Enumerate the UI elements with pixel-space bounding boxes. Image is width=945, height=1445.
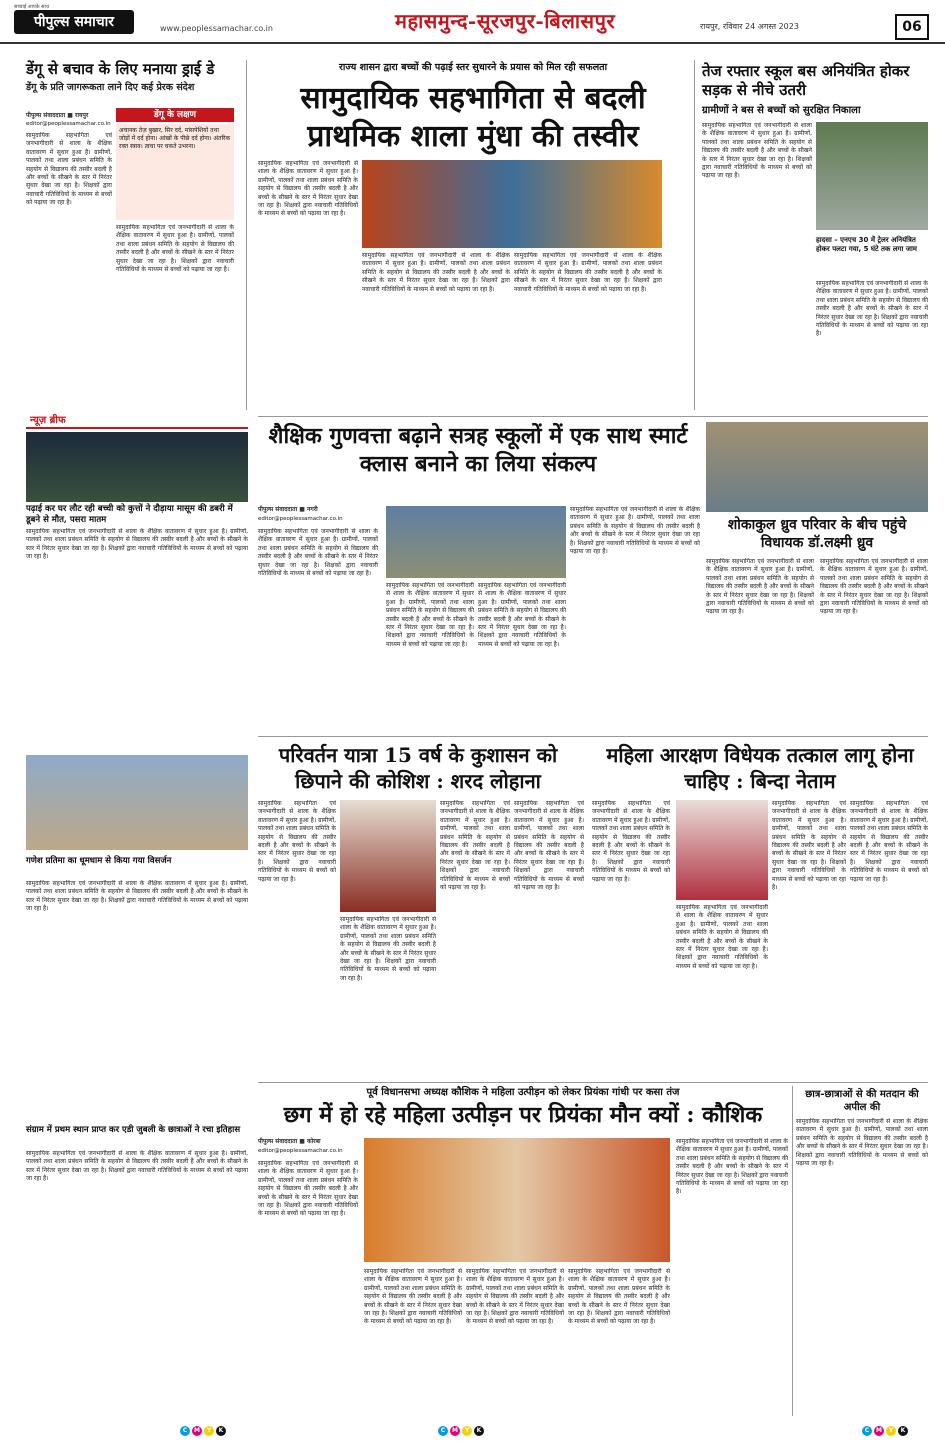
section-divider [258, 736, 928, 737]
smartclass-headline: शैक्षिक गुणवत्ता बढ़ाने सत्रह स्कूलों में एक साथ स्मार्ट क्लास बनाने का लिया संकल्प [268, 423, 688, 477]
dengue-email: editor@peoplessamachar.co.in [26, 121, 111, 127]
region-title: महासमुन्द-सूरजपुर-बिलासपुर [395, 9, 616, 33]
priyanka-body-4: सामुदायिक सहभागिता एवं जनभागीदारी से शाला के शैक्षिक वातावरण में सुधार हुआ है। ग्रामीणों, पालकों तथा शाला प्रबंधन समिति के सहयोग से विद्यालय की तस्वीर बदली है और बच्चों के सीखने के स्तर में निरंतर सुधार देखा जा रहा है। शिक्षकों द्वारा नवाचारी गतिविधियों के माध्यम से बच्चों को पढ़ाया जा रहा है। [568, 1268, 670, 1326]
dengue-headline: डेंगू से बचाव के लिए मनाया ड्राई डे [26, 60, 215, 78]
mahila-headline: महिला आरक्षण विधेयक तत्काल लागू होना चाहिए : बिन्दा नेताम [606, 743, 914, 793]
cmyk-c: C [862, 1426, 872, 1436]
cmyk-y: Y [886, 1426, 896, 1436]
lead-body-2: सामुदायिक सहभागिता एवं जनभागीदारी से शाला के शैक्षिक वातावरण में सुधार हुआ है। ग्रामीणों, पालकों तथा शाला प्रबंधन समिति के सहयोग से विद्यालय की तस्वीर बदली है और बच्चों के सीखने के स्तर में निरंतर सुधार देखा जा रहा है। शिक्षकों द्वारा नवाचारी गतिविधियों के माध्यम से बच्चों को पढ़ाया जा रहा है। [362, 252, 510, 293]
schoolbus-photo [816, 122, 928, 230]
column-divider [792, 1086, 793, 1416]
sangram-headline: संग्राम में प्रथम स्थान प्राप्त कर एडी जुबली के छात्राओं ने रचा इतिहास [26, 1125, 241, 1135]
smartclass-photo [386, 506, 566, 578]
dengue-symptoms-title: डेंगू के लक्षण [116, 108, 234, 122]
section-divider [258, 416, 928, 417]
priyanka-body-5: सामुदायिक सहभागिता एवं जनभागीदारी से शाला के शैक्षिक वातावरण में सुधार हुआ है। ग्रामीणों, पालकों तथा शाला प्रबंधन समिति के सहयोग से विद्यालय की तस्वीर बदली है और बच्चों के सीखने के स्तर में निरंतर सुधार देखा जा रहा है। शिक्षकों द्वारा नवाचारी गतिविधियों के माध्यम से बच्चों को पढ़ाया जा रहा है। [676, 1138, 788, 1196]
lead-kicker: राज्य शासन द्वारा बच्चों की पढ़ाई स्तर सुधारने के प्रयास को मिल रही सफलता [338, 62, 608, 73]
cmyk-marks [180, 1426, 228, 1436]
mahila-body-1: सामुदायिक सहभागिता एवं जनभागीदारी से शाला के शैक्षिक वातावरण में सुधार हुआ है। ग्रामीणों, पालकों तथा शाला प्रबंधन समिति के सहयोग से विद्यालय की तस्वीर बदली है और बच्चों के सीखने के स्तर में निरंतर सुधार देखा जा रहा है। शिक्षकों द्वारा नवाचारी गतिविधियों के माध्यम से बच्चों को पढ़ाया जा रहा है। [592, 800, 670, 883]
cmyk-marks [862, 1426, 910, 1436]
page-number: 06 [895, 14, 929, 40]
cmyk-marks [438, 1426, 486, 1436]
parivartan-body-4: सामुदायिक सहभागिता एवं जनभागीदारी से शाला के शैक्षिक वातावरण में सुधार हुआ है। ग्रामीणों, पालकों तथा शाला प्रबंधन समिति के सहयोग से विद्यालय की तस्वीर बदली है और बच्चों के सीखने के स्तर में निरंतर सुधार देखा जा रहा है। शिक्षकों द्वारा नवाचारी गतिविधियों के माध्यम से बच्चों को पढ़ाया जा रहा है। [514, 800, 584, 891]
mahila-body-2: सामुदायिक सहभागिता एवं जनभागीदारी से शाला के शैक्षिक वातावरण में सुधार हुआ है। ग्रामीणों, पालकों तथा शाला प्रबंधन समिति के सहयोग से विद्यालय की तस्वीर बदली है और बच्चों के सीखने के स्तर में निरंतर सुधार देखा जा रहा है। शिक्षकों द्वारा नवाचारी गतिविधियों के माध्यम से बच्चों को पढ़ाया जा रहा है। [676, 904, 768, 970]
parivartan-headline: परिवर्तन यात्रा 15 वर्ष के कुशासन को छिपाने की कोशिश : शरद लोहाना [278, 743, 558, 793]
dengue-subhead: डेंगू के प्रति जागरूकता लाने दिए कई प्रेरक संदेश [26, 82, 195, 93]
ganesh-body: सामुदायिक सहभागिता एवं जनभागीदारी से शाला के शैक्षिक वातावरण में सुधार हुआ है। ग्रामीणों, पालकों तथा शाला प्रबंधन समिति के सहयोग से विद्यालय की तस्वीर बदली है और बच्चों के सीखने के स्तर में निरंतर सुधार देखा जा रहा है। शिक्षकों द्वारा नवाचारी गतिविधियों के माध्यम से बच्चों को पढ़ाया जा रहा है। [26, 880, 248, 913]
chhatra-headline: छात्र-छात्राओं से की मतदान की अपील की [805, 1089, 919, 1113]
parivartan-body-1: सामुदायिक सहभागिता एवं जनभागीदारी से शाला के शैक्षिक वातावरण में सुधार हुआ है। ग्रामीणों, पालकों तथा शाला प्रबंधन समिति के सहयोग से विद्यालय की तस्वीर बदली है और बच्चों के सीखने के स्तर में निरंतर सुधार देखा जा रहा है। शिक्षकों द्वारा नवाचारी गतिविधियों के माध्यम से बच्चों को पढ़ाया जा रहा है। [258, 800, 336, 883]
schoolbus-headline: तेज रफ्तार स्कूल बस अनियंत्रित होकर सड़क से नीचे उतरी [702, 62, 910, 99]
dengue-byline: पीपुल्स संवाददाता ■ रायपुर [26, 112, 89, 119]
sangram-body: सामुदायिक सहभागिता एवं जनभागीदारी से शाला के शैक्षिक वातावरण में सुधार हुआ है। ग्रामीणों, पालकों तथा शाला प्रबंधन समिति के सहयोग से विद्यालय की तस्वीर बदली है और बच्चों के सीखने के स्तर में निरंतर सुधार देखा जा रहा है। शिक्षकों द्वारा नवाचारी गतिविधियों के माध्यम से बच्चों को पढ़ाया जा रहा है। [26, 1150, 248, 1183]
lead-photo [362, 160, 662, 248]
news-brief-title: न्यूज़ ब्रीफ [30, 415, 66, 426]
priyanka-body-2: सामुदायिक सहभागिता एवं जनभागीदारी से शाला के शैक्षिक वातावरण में सुधार हुआ है। ग्रामीणों, पालकों तथा शाला प्रबंधन समिति के सहयोग से विद्यालय की तस्वीर बदली है और बच्चों के सीखने के स्तर में निरंतर सुधार देखा जा रहा है। शिक्षकों द्वारा नवाचारी गतिविधियों के माध्यम से बच्चों को पढ़ाया जा रहा है। [364, 1268, 462, 1326]
dengue-symptoms-box: अचानक तेज़ बुखार, सिर दर्द, मांसपेशियों तथा जोड़ों में दर्द होना। आंखों के पीछे दर्द होना। अंतरिक रक्त स्त्राव। त्वचा पर चकते उभरना। [116, 124, 234, 220]
cmyk-k: K [474, 1426, 484, 1436]
priyanka-headline: छग में हो रहे महिला उत्पीड़न पर प्रियंका मौन क्यों : कौशिक [283, 1102, 763, 1128]
mahila-body-4: सामुदायिक सहभागिता एवं जनभागीदारी से शाला के शैक्षिक वातावरण में सुधार हुआ है। ग्रामीणों, पालकों तथा शाला प्रबंधन समिति के सहयोग से विद्यालय की तस्वीर बदली है और बच्चों के सीखने के स्तर में निरंतर सुधार देखा जा रहा है। शिक्षकों द्वारा नवाचारी गतिविधियों के माध्यम से बच्चों को पढ़ाया जा रहा है। [850, 800, 928, 883]
priyanka-body-1: सामुदायिक सहभागिता एवं जनभागीदारी से शाला के शैक्षिक वातावरण में सुधार हुआ है। ग्रामीणों, पालकों तथा शाला प्रबंधन समिति के सहयोग से विद्यालय की तस्वीर बदली है और बच्चों के सीखने के स्तर में निरंतर सुधार देखा जा रहा है। शिक्षकों द्वारा नवाचारी गतिविधियों के माध्यम से बच्चों को पढ़ाया जा रहा है। [258, 1160, 358, 1218]
smartclass-body-3: सामुदायिक सहभागिता एवं जनभागीदारी से शाला के शैक्षिक वातावरण में सुधार हुआ है। ग्रामीणों, पालकों तथा शाला प्रबंधन समिति के सहयोग से विद्यालय की तस्वीर बदली है और बच्चों के सीखने के स्तर में निरंतर सुधार देखा जा रहा है। शिक्षकों द्वारा नवाचारी गतिविधियों के माध्यम से बच्चों को पढ़ाया जा रहा है। [478, 582, 566, 648]
priyanka-body-3: सामुदायिक सहभागिता एवं जनभागीदारी से शाला के शैक्षिक वातावरण में सुधार हुआ है। ग्रामीणों, पालकों तथा शाला प्रबंधन समिति के सहयोग से विद्यालय की तस्वीर बदली है और बच्चों के सीखने के स्तर में निरंतर सुधार देखा जा रहा है। शिक्षकों द्वारा नवाचारी गतिविधियों के माध्यम से बच्चों को पढ़ाया जा रहा है। [466, 1268, 564, 1326]
smartclass-body-2: सामुदायिक सहभागिता एवं जनभागीदारी से शाला के शैक्षिक वातावरण में सुधार हुआ है। ग्रामीणों, पालकों तथा शाला प्रबंधन समिति के सहयोग से विद्यालय की तस्वीर बदली है और बच्चों के सीखने के स्तर में निरंतर सुधार देखा जा रहा है। शिक्षकों द्वारा नवाचारी गतिविधियों के माध्यम से बच्चों को पढ़ाया जा रहा है। [386, 582, 474, 648]
cmyk-m: M [450, 1426, 460, 1436]
dengue-body-2: सामुदायिक सहभागिता एवं जनभागीदारी से शाला के शैक्षिक वातावरण में सुधार हुआ है। ग्रामीणों, पालकों तथा शाला प्रबंधन समिति के सहयोग से विद्यालय की तस्वीर बदली है और बच्चों के सीखने के स्तर में निरंतर सुधार देखा जा रहा है। शिक्षकों द्वारा नवाचारी गतिविधियों के माध्यम से बच्चों को पढ़ाया जा रहा है। [116, 224, 234, 273]
cmyk-c: C [438, 1426, 448, 1436]
priyanka-byline: पीपुल्स संवाददाता ■ कोरबा [258, 1138, 321, 1145]
ganesh-headline: गणेश प्रतिमा का धूमधाम से किया गया विसर्जन [26, 856, 172, 866]
shoka-body-1: सामुदायिक सहभागिता एवं जनभागीदारी से शाला के शैक्षिक वातावरण में सुधार हुआ है। ग्रामीणों, पालकों तथा शाला प्रबंधन समिति के सहयोग से विद्यालय की तस्वीर बदली है और बच्चों के सीखने के स्तर में निरंतर सुधार देखा जा रहा है। शिक्षकों द्वारा नवाचारी गतिविधियों के माध्यम से बच्चों को पढ़ाया जा रहा है। [706, 558, 814, 616]
cmyk-m: M [874, 1426, 884, 1436]
priyanka-email: editor@peoplessamachar.co.in [258, 1148, 343, 1154]
masthead-logo: पीपुल्स समाचार [14, 10, 134, 34]
cmyk-k: K [216, 1426, 226, 1436]
dengue-body-1: सामुदायिक सहभागिता एवं जनभागीदारी से शाला के शैक्षिक वातावरण में सुधार हुआ है। ग्रामीणों, पालकों तथा शाला प्रबंधन समिति के सहयोग से विद्यालय की तस्वीर बदली है और बच्चों के सीखने के स्तर में निरंतर सुधार देखा जा रहा है। शिक्षकों द्वारा नवाचारी गतिविधियों के माध्यम से बच्चों को पढ़ाया जा रहा है। [26, 132, 112, 207]
smartclass-body-1: सामुदायिक सहभागिता एवं जनभागीदारी से शाला के शैक्षिक वातावरण में सुधार हुआ है। ग्रामीणों, पालकों तथा शाला प्रबंधन समिति के सहयोग से विद्यालय की तस्वीर बदली है और बच्चों के सीखने के स्तर में निरंतर सुधार देखा जा रहा है। शिक्षकों द्वारा नवाचारी गतिविधियों के माध्यम से बच्चों को पढ़ाया जा रहा है। [258, 528, 378, 577]
cmyk-k: K [898, 1426, 908, 1436]
parivartan-body-2: सामुदायिक सहभागिता एवं जनभागीदारी से शाला के शैक्षिक वातावरण में सुधार हुआ है। ग्रामीणों, पालकों तथा शाला प्रबंधन समिति के सहयोग से विद्यालय की तस्वीर बदली है और बच्चों के सीखने के स्तर में निरंतर सुधार देखा जा रहा है। शिक्षकों द्वारा नवाचारी गतिविधियों के माध्यम से बच्चों को पढ़ाया जा रहा है। [340, 916, 436, 982]
chhatra-body: सामुदायिक सहभागिता एवं जनभागीदारी से शाला के शैक्षिक वातावरण में सुधार हुआ है। ग्रामीणों, पालकों तथा शाला प्रबंधन समिति के सहयोग से विद्यालय की तस्वीर बदली है और बच्चों के सीखने के स्तर में निरंतर सुधार देखा जा रहा है। शिक्षकों द्वारा नवाचारी गतिविधियों के माध्यम से बच्चों को पढ़ाया जा रहा है। [796, 1118, 928, 1167]
mahila-body-3: सामुदायिक सहभागिता एवं जनभागीदारी से शाला के शैक्षिक वातावरण में सुधार हुआ है। ग्रामीणों, पालकों तथा शाला प्रबंधन समिति के सहयोग से विद्यालय की तस्वीर बदली है और बच्चों के सीखने के स्तर में निरंतर सुधार देखा जा रहा है। शिक्षकों द्वारा नवाचारी गतिविधियों के माध्यम से बच्चों को पढ़ाया जा रहा है। [772, 800, 846, 891]
parivartan-photo [340, 800, 436, 912]
ganesh-photo [26, 755, 248, 850]
site-url: www.peoplessamachar.co.in [160, 24, 273, 33]
mahila-photo [676, 800, 768, 900]
news-brief-headline: पढ़ाई कर घर लौट रही बच्ची को कुत्तों ने दौड़ाया मासूम की डबरी में डूबने से मौत, पसरा मातम [26, 504, 233, 525]
lead-body-3: सामुदायिक सहभागिता एवं जनभागीदारी से शाला के शैक्षिक वातावरण में सुधार हुआ है। ग्रामीणों, पालकों तथा शाला प्रबंधन समिति के सहयोग से विद्यालय की तस्वीर बदली है और बच्चों के सीखने के स्तर में निरंतर सुधार देखा जा रहा है। शिक्षकों द्वारा नवाचारी गतिविधियों के माध्यम से बच्चों को पढ़ाया जा रहा है। [514, 252, 662, 293]
shoka-photo [706, 422, 928, 512]
shoka-headline: शोकाकुल ध्रुव परिवार के बीच पहुंचे विधायक डॉ.लक्ष्मी ध्रुव [727, 517, 907, 551]
smartclass-byline: पीपुल्स संवाददाता ■ नगरी [258, 506, 318, 513]
lead-body-1: सामुदायिक सहभागिता एवं जनभागीदारी से शाला के शैक्षिक वातावरण में सुधार हुआ है। ग्रामीणों, पालकों तथा शाला प्रबंधन समिति के सहयोग से विद्यालय की तस्वीर बदली है और बच्चों के सीखने के स्तर में निरंतर सुधार देखा जा रहा है। शिक्षकों द्वारा नवाचारी गतिविधियों के माध्यम से बच्चों को पढ़ाया जा रहा है। [258, 160, 358, 218]
column-divider [246, 60, 247, 410]
priyanka-photo [364, 1138, 670, 1262]
schoolbus-side-body: सामुदायिक सहभागिता एवं जनभागीदारी से शाला के शैक्षिक वातावरण में सुधार हुआ है। ग्रामीणों, पालकों तथा शाला प्रबंधन समिति के सहयोग से विद्यालय की तस्वीर बदली है और बच्चों के सीखने के स्तर में निरंतर सुधार देखा जा रहा है। शिक्षकों द्वारा नवाचारी गतिविधियों के माध्यम से बच्चों को पढ़ाया जा रहा है। [816, 280, 928, 338]
schoolbus-body: सामुदायिक सहभागिता एवं जनभागीदारी से शाला के शैक्षिक वातावरण में सुधार हुआ है। ग्रामीणों, पालकों तथा शाला प्रबंधन समिति के सहयोग से विद्यालय की तस्वीर बदली है और बच्चों के सीखने के स्तर में निरंतर सुधार देखा जा रहा है। शिक्षकों द्वारा नवाचारी गतिविधियों के माध्यम से बच्चों को पढ़ाया जा रहा है। [702, 122, 812, 180]
smartclass-email: editor@peoplessamachar.co.in [258, 516, 343, 522]
news-brief-body: सामुदायिक सहभागिता एवं जनभागीदारी से शाला के शैक्षिक वातावरण में सुधार हुआ है। ग्रामीणों, पालकों तथा शाला प्रबंधन समिति के सहयोग से विद्यालय की तस्वीर बदली है और बच्चों के सीखने के स्तर में निरंतर सुधार देखा जा रहा है। शिक्षकों द्वारा नवाचारी गतिविधियों के माध्यम से बच्चों को पढ़ाया जा रहा है। [26, 528, 248, 561]
news-brief-photo [26, 432, 248, 502]
shoka-body-2: सामुदायिक सहभागिता एवं जनभागीदारी से शाला के शैक्षिक वातावरण में सुधार हुआ है। ग्रामीणों, पालकों तथा शाला प्रबंधन समिति के सहयोग से विद्यालय की तस्वीर बदली है और बच्चों के सीखने के स्तर में निरंतर सुधार देखा जा रहा है। शिक्षकों द्वारा नवाचारी गतिविधियों के माध्यम से बच्चों को पढ़ाया जा रहा है। [820, 558, 928, 616]
dateline: रायपुर, रविवार 24 अगस्त 2023 [700, 22, 799, 31]
column-divider [694, 60, 695, 410]
smartclass-body-4: सामुदायिक सहभागिता एवं जनभागीदारी से शाला के शैक्षिक वातावरण में सुधार हुआ है। ग्रामीणों, पालकों तथा शाला प्रबंधन समिति के सहयोग से विद्यालय की तस्वीर बदली है और बच्चों के सीखने के स्तर में निरंतर सुधार देखा जा रहा है। शिक्षकों द्वारा नवाचारी गतिविधियों के माध्यम से बच्चों को पढ़ाया जा रहा है। [570, 506, 700, 555]
cmyk-y: Y [462, 1426, 472, 1436]
parivartan-body-3: सामुदायिक सहभागिता एवं जनभागीदारी से शाला के शैक्षिक वातावरण में सुधार हुआ है। ग्रामीणों, पालकों तथा शाला प्रबंधन समिति के सहयोग से विद्यालय की तस्वीर बदली है और बच्चों के सीखने के स्तर में निरंतर सुधार देखा जा रहा है। शिक्षकों द्वारा नवाचारी गतिविधियों के माध्यम से बच्चों को पढ़ाया जा रहा है। [440, 800, 510, 891]
schoolbus-subhead: ग्रामीणों ने बस से बच्चों को सुरक्षित निकाला [702, 105, 861, 116]
masthead-tagline: सच्चाई आपके साथ [14, 4, 50, 10]
schoolbus-side-headline: हादसा – एनएच 30 में ट्रेलर अनियंत्रित होकर पलटा गया, 5 घंटे तक लगा जाम [816, 236, 917, 254]
cmyk-m: M [192, 1426, 202, 1436]
lead-headline: सामुदायिक सहभागिता से बदली प्राथमिक शाला मुंधा की तस्वीर [300, 81, 646, 154]
section-divider [258, 1082, 928, 1083]
priyanka-kicker: पूर्व विधानसभा अध्यक्ष कौशिक ने महिला उत्पीड़न को लेकर प्रियंका गांधी पर कसा तंज [366, 1087, 680, 1098]
cmyk-c: C [180, 1426, 190, 1436]
cmyk-y: Y [204, 1426, 214, 1436]
